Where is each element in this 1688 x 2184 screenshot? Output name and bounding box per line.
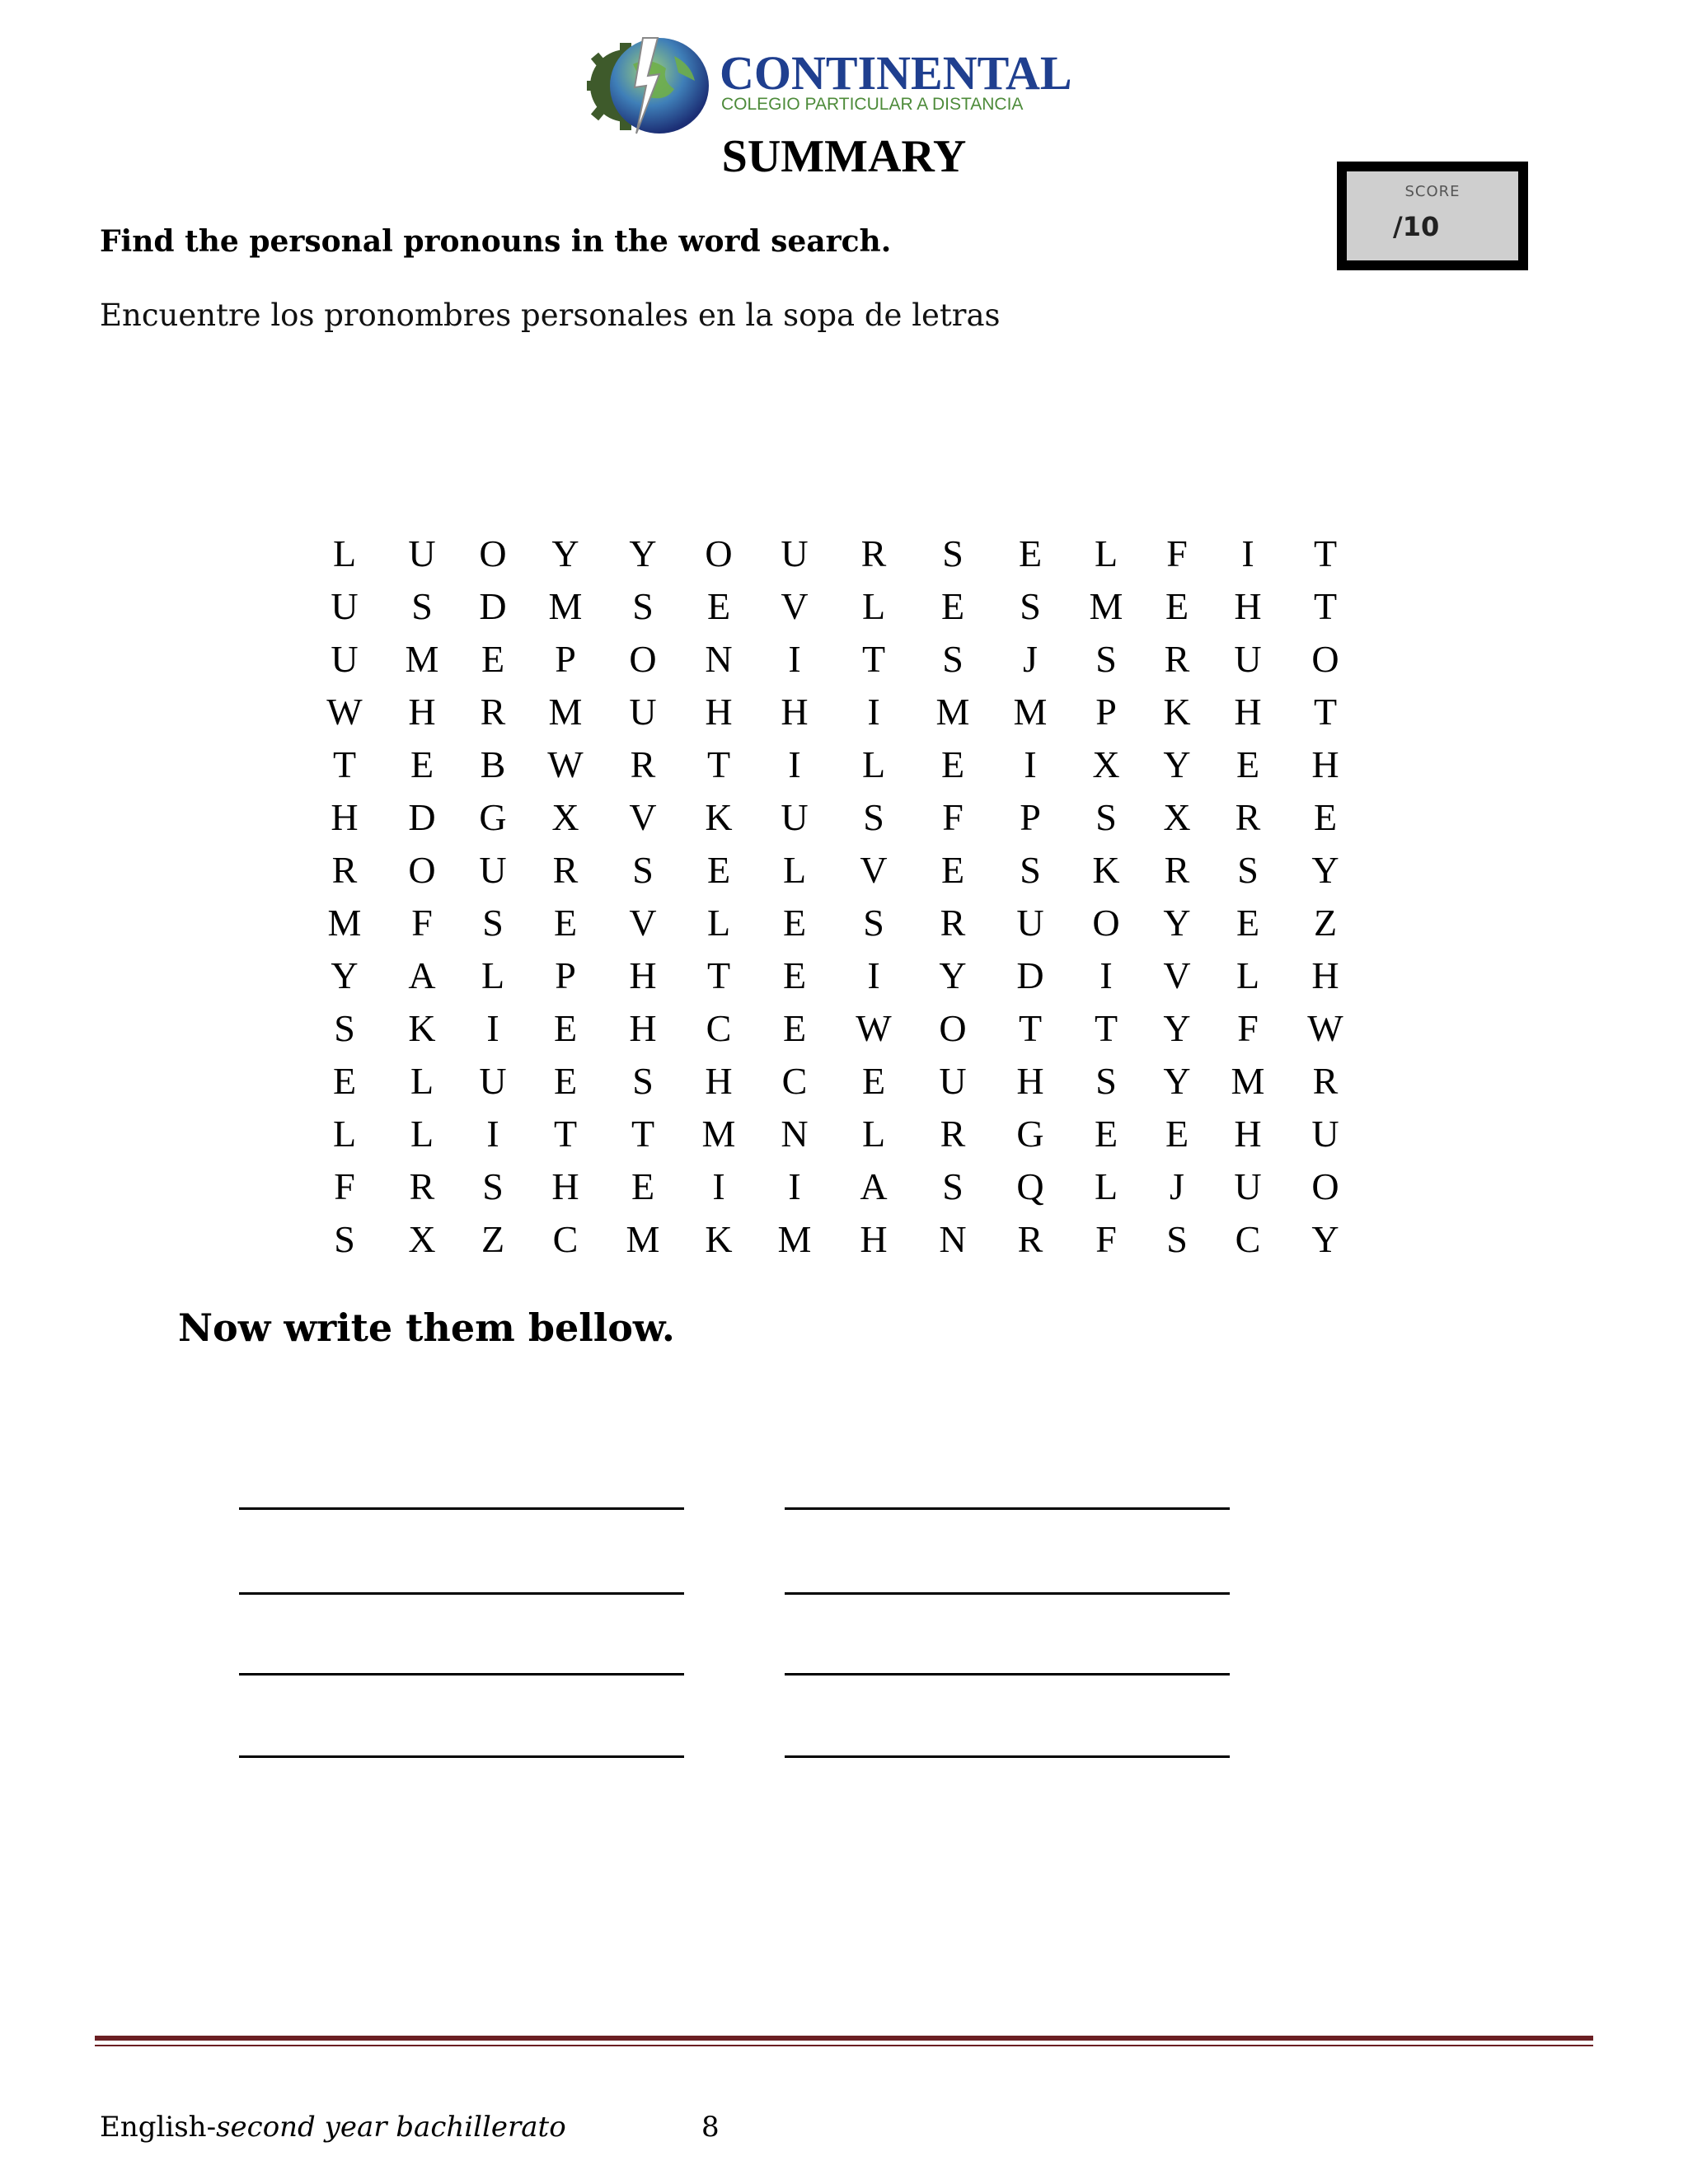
- grid-letter[interactable]: W: [1307, 1007, 1343, 1049]
- grid-letter[interactable]: M: [1089, 585, 1123, 627]
- grid-letter[interactable]: I: [1100, 954, 1113, 996]
- grid-letter[interactable]: S: [411, 585, 433, 627]
- grid-letter[interactable]: U: [1016, 902, 1044, 944]
- grid-letter[interactable]: J: [1170, 1165, 1184, 1207]
- grid-letter[interactable]: E: [631, 1165, 655, 1207]
- grid-letter[interactable]: S: [1095, 638, 1117, 680]
- grid-row: [320, 633, 1375, 686]
- logo-name: CONTINENTAL: [720, 46, 1072, 100]
- grid-letter[interactable]: O: [479, 532, 507, 574]
- grid-letter[interactable]: R: [331, 849, 358, 891]
- grid-letter[interactable]: L: [706, 902, 731, 944]
- answer-line[interactable]: [785, 1507, 1230, 1510]
- grid-letter[interactable]: S: [482, 1165, 504, 1207]
- grid-letter[interactable]: Y: [1163, 1007, 1191, 1049]
- grid-letter[interactable]: A: [860, 1165, 888, 1207]
- grid-letter[interactable]: F: [1237, 1007, 1259, 1049]
- grid-letter[interactable]: T: [332, 743, 357, 785]
- grid-letter[interactable]: Y: [331, 954, 359, 996]
- grid-letter[interactable]: Y: [1163, 743, 1191, 785]
- grid-letter[interactable]: T: [706, 954, 731, 996]
- grid-letter[interactable]: X: [408, 1218, 436, 1260]
- grid-row: [320, 949, 1375, 1002]
- grid-letter[interactable]: R: [1235, 796, 1261, 838]
- grid-letter[interactable]: S: [942, 1165, 964, 1207]
- grid-letter[interactable]: K: [1092, 849, 1120, 891]
- grid-row: [320, 1055, 1375, 1108]
- grid-letter[interactable]: O: [1092, 902, 1120, 944]
- grid-letter[interactable]: M: [935, 691, 970, 733]
- grid-letter[interactable]: C: [781, 1060, 808, 1102]
- grid-letter[interactable]: E: [782, 902, 807, 944]
- grid-letter[interactable]: E: [706, 585, 731, 627]
- grid-row: [320, 1160, 1375, 1213]
- grid-letter[interactable]: S: [1095, 796, 1117, 838]
- grid-letter[interactable]: I: [867, 691, 880, 733]
- grid-letter[interactable]: U: [1234, 638, 1262, 680]
- instruction-spanish: Encuentre los pronombres personales en la sopa de letras: [100, 298, 1001, 333]
- footer-subject: English-: [100, 2111, 217, 2144]
- grid-letter[interactable]: M: [1231, 1060, 1265, 1102]
- grid-letter[interactable]: N: [939, 1218, 967, 1260]
- grid-letter[interactable]: G: [479, 796, 507, 838]
- grid-letter[interactable]: M: [405, 638, 439, 680]
- grid-row: [320, 897, 1375, 949]
- grid-letter[interactable]: R: [480, 691, 506, 733]
- globe-gear-icon: [584, 31, 715, 137]
- grid-letter[interactable]: L: [332, 1113, 357, 1155]
- grid-letter[interactable]: K: [705, 1218, 733, 1260]
- grid-letter[interactable]: S: [863, 796, 884, 838]
- grid-row: [320, 580, 1375, 633]
- grid-letter[interactable]: O: [408, 849, 436, 891]
- grid-letter[interactable]: H: [551, 1165, 579, 1207]
- grid-letter[interactable]: E: [940, 849, 965, 891]
- grid-letter[interactable]: H: [1234, 691, 1262, 733]
- grid-letter[interactable]: U: [939, 1060, 967, 1102]
- grid-letter[interactable]: V: [629, 796, 657, 838]
- footer-course: [100, 2111, 566, 2144]
- grid-letter[interactable]: E: [1236, 902, 1260, 944]
- grid-letter[interactable]: M: [701, 1113, 736, 1155]
- grid-letter[interactable]: E: [940, 585, 965, 627]
- grid-letter[interactable]: I: [788, 743, 801, 785]
- grid-letter[interactable]: S: [1237, 849, 1259, 891]
- grid-letter[interactable]: E: [1018, 532, 1043, 574]
- grid-letter[interactable]: A: [408, 954, 436, 996]
- grid-letter[interactable]: Y: [939, 954, 967, 996]
- grid-letter[interactable]: K: [705, 796, 733, 838]
- grid-letter[interactable]: S: [334, 1007, 355, 1049]
- grid-letter[interactable]: M: [777, 1218, 812, 1260]
- grid-letter[interactable]: O: [939, 1007, 967, 1049]
- footer-course-name: second year bachillerato: [216, 2111, 566, 2144]
- grid-letter[interactable]: E: [410, 743, 434, 785]
- score-box: [1337, 162, 1528, 270]
- grid-letter[interactable]: C: [1235, 1218, 1261, 1260]
- grid-letter[interactable]: M: [626, 1218, 660, 1260]
- grid-letter[interactable]: I: [788, 1165, 801, 1207]
- grid-letter[interactable]: X: [1163, 796, 1191, 838]
- grid-letter[interactable]: R: [940, 902, 966, 944]
- grid-row: [320, 738, 1375, 791]
- grid-letter[interactable]: L: [410, 1060, 434, 1102]
- grid-letter[interactable]: R: [1164, 849, 1190, 891]
- grid-letter[interactable]: S: [1020, 585, 1041, 627]
- grid-letter[interactable]: S: [863, 902, 884, 944]
- grid-letter[interactable]: I: [788, 638, 801, 680]
- grid-letter[interactable]: P: [555, 638, 576, 680]
- grid-letter[interactable]: D: [408, 796, 436, 838]
- grid-letter[interactable]: S: [1095, 1060, 1117, 1102]
- grid-letter[interactable]: Y: [551, 532, 579, 574]
- grid-letter[interactable]: I: [867, 954, 880, 996]
- grid-letter[interactable]: R: [1312, 1060, 1339, 1102]
- grid-letter[interactable]: O: [1311, 1165, 1339, 1207]
- grid-letter[interactable]: W: [326, 691, 363, 733]
- grid-letter[interactable]: R: [940, 1113, 966, 1155]
- answer-line[interactable]: [785, 1592, 1230, 1595]
- grid-letter[interactable]: M: [327, 902, 362, 944]
- grid-letter[interactable]: V: [1163, 954, 1191, 996]
- grid-letter[interactable]: E: [1313, 796, 1338, 838]
- grid-letter[interactable]: M: [548, 585, 583, 627]
- grid-letter[interactable]: U: [331, 585, 359, 627]
- grid-row: [320, 1213, 1375, 1266]
- grid-letter[interactable]: P: [555, 954, 576, 996]
- grid-letter[interactable]: U: [408, 532, 436, 574]
- grid-letter[interactable]: H: [629, 954, 657, 996]
- grid-letter[interactable]: H: [860, 1218, 888, 1260]
- grid-letter[interactable]: R: [552, 849, 579, 891]
- grid-row: [320, 527, 1375, 580]
- grid-letter[interactable]: E: [481, 638, 505, 680]
- grid-letter[interactable]: R: [1017, 1218, 1043, 1260]
- logo-subtitle: COLEGIO PARTICULAR A DISTANCIA: [721, 95, 1024, 114]
- grid-letter[interactable]: F: [1166, 532, 1188, 574]
- grid-letter[interactable]: E: [861, 1060, 886, 1102]
- grid-letter[interactable]: C: [552, 1218, 579, 1260]
- grid-letter[interactable]: S: [942, 638, 964, 680]
- grid-letter[interactable]: T: [1313, 691, 1338, 733]
- grid-letter[interactable]: E: [1165, 1113, 1189, 1155]
- grid-letter[interactable]: H: [705, 691, 733, 733]
- score-label: SCORE: [1404, 183, 1461, 200]
- grid-row: [320, 1108, 1375, 1160]
- grid-row: [320, 686, 1375, 738]
- grid-letter[interactable]: H: [1234, 1113, 1262, 1155]
- grid-letter[interactable]: L: [861, 585, 886, 627]
- grid-letter[interactable]: E: [1236, 743, 1260, 785]
- grid-letter[interactable]: T: [706, 743, 731, 785]
- grid-letter[interactable]: F: [411, 902, 433, 944]
- grid-letter[interactable]: K: [1163, 691, 1191, 733]
- grid-letter[interactable]: T: [861, 638, 886, 680]
- grid-letter[interactable]: E: [706, 849, 731, 891]
- grid-letter[interactable]: H: [1234, 585, 1262, 627]
- grid-letter[interactable]: H: [331, 796, 359, 838]
- grid-letter[interactable]: U: [479, 849, 507, 891]
- grid-letter[interactable]: S: [482, 902, 504, 944]
- grid-letter[interactable]: S: [1166, 1218, 1188, 1260]
- grid-letter[interactable]: R: [630, 743, 656, 785]
- write-prompt: Now write them bellow.: [178, 1305, 675, 1350]
- grid-letter[interactable]: H: [1311, 743, 1339, 785]
- grid-letter[interactable]: P: [1020, 796, 1041, 838]
- grid-letter[interactable]: D: [479, 585, 507, 627]
- grid-letter[interactable]: N: [705, 638, 733, 680]
- page-number: 8: [701, 2111, 720, 2144]
- grid-letter[interactable]: Q: [1016, 1165, 1044, 1207]
- grid-letter[interactable]: U: [781, 796, 809, 838]
- grid-letter[interactable]: E: [1165, 585, 1189, 627]
- grid-letter[interactable]: S: [632, 1060, 654, 1102]
- grid-letter[interactable]: W: [547, 743, 584, 785]
- grid-letter[interactable]: Y: [629, 532, 657, 574]
- grid-letter[interactable]: L: [861, 1113, 886, 1155]
- grid-letter[interactable]: T: [1094, 1007, 1118, 1049]
- grid-letter[interactable]: S: [334, 1218, 355, 1260]
- grid-letter[interactable]: S: [632, 849, 654, 891]
- grid-letter[interactable]: U: [479, 1060, 507, 1102]
- grid-letter[interactable]: D: [1016, 954, 1044, 996]
- grid-letter[interactable]: H: [408, 691, 436, 733]
- grid-letter[interactable]: X: [1092, 743, 1120, 785]
- grid-letter[interactable]: E: [332, 1060, 357, 1102]
- grid-letter[interactable]: R: [1164, 638, 1190, 680]
- grid-letter[interactable]: L: [1094, 532, 1118, 574]
- score-value: /10: [1393, 211, 1440, 242]
- grid-letter[interactable]: O: [1311, 638, 1339, 680]
- grid-letter[interactable]: I: [1024, 743, 1037, 785]
- footer-rule-thin: [95, 2045, 1593, 2046]
- answer-line[interactable]: [239, 1755, 684, 1758]
- grid-letter[interactable]: V: [781, 585, 809, 627]
- grid-letter[interactable]: G: [1016, 1113, 1044, 1155]
- grid-letter[interactable]: H: [1016, 1060, 1044, 1102]
- word-search-grid: [320, 527, 1375, 1266]
- grid-letter[interactable]: T: [631, 1113, 655, 1155]
- grid-letter[interactable]: V: [860, 849, 888, 891]
- grid-letter[interactable]: E: [782, 954, 807, 996]
- grid-letter[interactable]: Y: [1163, 1060, 1191, 1102]
- grid-letter[interactable]: Z: [481, 1218, 505, 1260]
- grid-letter[interactable]: S: [1020, 849, 1041, 891]
- answer-line[interactable]: [785, 1673, 1230, 1675]
- grid-letter[interactable]: E: [782, 1007, 807, 1049]
- grid-letter[interactable]: N: [781, 1113, 809, 1155]
- grid-letter[interactable]: T: [553, 1113, 578, 1155]
- grid-letter[interactable]: U: [331, 638, 359, 680]
- grid-letter[interactable]: E: [940, 743, 965, 785]
- grid-letter[interactable]: H: [781, 691, 809, 733]
- grid-row: [320, 791, 1375, 844]
- grid-letter[interactable]: L: [1094, 1165, 1118, 1207]
- grid-letter[interactable]: U: [1311, 1113, 1339, 1155]
- answer-line[interactable]: [239, 1507, 684, 1510]
- grid-letter[interactable]: Y: [1311, 849, 1339, 891]
- grid-letter[interactable]: M: [1013, 691, 1048, 733]
- grid-letter[interactable]: J: [1023, 638, 1038, 680]
- grid-letter[interactable]: I: [712, 1165, 725, 1207]
- grid-letter[interactable]: C: [706, 1007, 732, 1049]
- grid-letter[interactable]: Y: [1311, 1218, 1339, 1260]
- grid-letter[interactable]: H: [705, 1060, 733, 1102]
- answer-line[interactable]: [785, 1755, 1230, 1758]
- grid-letter[interactable]: O: [629, 638, 657, 680]
- instruction-english: Find the personal pronouns in the word search.: [100, 224, 892, 259]
- grid-letter[interactable]: F: [334, 1165, 355, 1207]
- school-logo: [584, 31, 1072, 137]
- grid-letter[interactable]: R: [860, 532, 887, 574]
- page-title: SUMMARY: [721, 131, 967, 182]
- grid-letter[interactable]: Y: [1163, 902, 1191, 944]
- grid-letter[interactable]: U: [629, 691, 657, 733]
- grid-letter[interactable]: M: [548, 691, 583, 733]
- grid-letter[interactable]: K: [408, 1007, 436, 1049]
- grid-letter[interactable]: I: [486, 1113, 499, 1155]
- footer-rule: [95, 2036, 1593, 2041]
- grid-letter[interactable]: R: [409, 1165, 435, 1207]
- grid-letter[interactable]: P: [1095, 691, 1117, 733]
- grid-letter[interactable]: Z: [1313, 902, 1338, 944]
- grid-letter[interactable]: O: [705, 532, 733, 574]
- grid-letter[interactable]: U: [1234, 1165, 1262, 1207]
- grid-letter[interactable]: U: [781, 532, 809, 574]
- grid-letter[interactable]: E: [553, 1007, 578, 1049]
- grid-letter[interactable]: L: [332, 532, 357, 574]
- answer-line[interactable]: [239, 1673, 684, 1675]
- grid-letter[interactable]: H: [1311, 954, 1339, 996]
- grid-letter[interactable]: X: [551, 796, 579, 838]
- grid-letter[interactable]: E: [1094, 1113, 1118, 1155]
- grid-row: [320, 1002, 1375, 1055]
- grid-letter[interactable]: E: [553, 1060, 578, 1102]
- grid-letter[interactable]: W: [856, 1007, 892, 1049]
- grid-letter[interactable]: S: [632, 585, 654, 627]
- grid-letter[interactable]: H: [629, 1007, 657, 1049]
- grid-letter[interactable]: L: [410, 1113, 434, 1155]
- grid-letter[interactable]: L: [481, 954, 505, 996]
- grid-letter[interactable]: I: [1241, 532, 1254, 574]
- grid-letter[interactable]: F: [1095, 1218, 1117, 1260]
- answer-line[interactable]: [239, 1592, 684, 1595]
- grid-letter[interactable]: I: [486, 1007, 499, 1049]
- grid-letter[interactable]: S: [942, 532, 964, 574]
- grid-letter[interactable]: E: [553, 902, 578, 944]
- grid-letter[interactable]: T: [1018, 1007, 1043, 1049]
- grid-letter[interactable]: L: [861, 743, 886, 785]
- grid-letter[interactable]: F: [942, 796, 964, 838]
- grid-letter[interactable]: V: [629, 902, 657, 944]
- grid-row: [320, 844, 1375, 897]
- grid-letter[interactable]: T: [1313, 532, 1338, 574]
- grid-letter[interactable]: T: [1313, 585, 1338, 627]
- grid-letter[interactable]: B: [480, 743, 506, 785]
- grid-letter[interactable]: L: [782, 849, 807, 891]
- grid-letter[interactable]: L: [1236, 954, 1260, 996]
